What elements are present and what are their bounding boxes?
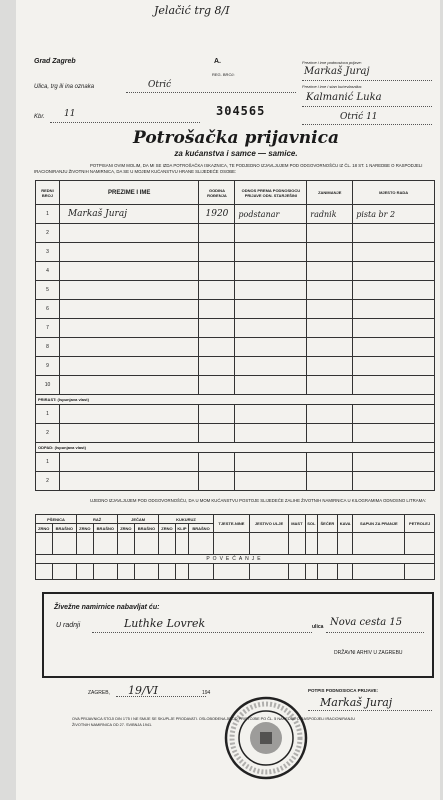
number-stamp: 304565 xyxy=(216,104,266,118)
row-number: 6 xyxy=(36,300,60,319)
povecanje-label: POVEĆANJE xyxy=(36,555,435,564)
reg-label: REG. BROJ: xyxy=(212,72,235,77)
col-header: MJESTO RADA xyxy=(353,181,435,205)
top-note: Jelačić trg 8/I xyxy=(154,4,230,17)
form-title: Potrošačka prijavnica xyxy=(133,128,339,148)
shop-value: Luthke Lovrek xyxy=(124,617,206,630)
supplier-box xyxy=(42,592,434,678)
stock-group: PETROLEJ xyxy=(405,515,435,533)
table-row: 2 xyxy=(36,424,435,443)
table-row xyxy=(36,319,435,338)
occupation: radnik xyxy=(307,205,353,224)
col-header: PREZIME I IME xyxy=(59,181,199,205)
table-row xyxy=(36,262,435,281)
shop-street-value: Nova cesta 15 xyxy=(330,617,403,628)
street-value: Otrić xyxy=(148,80,172,90)
table-header-row xyxy=(36,181,435,205)
stock-group: KUKURUZ xyxy=(159,515,214,524)
table-row xyxy=(36,357,435,376)
row-number: 10 xyxy=(36,376,60,395)
table-row xyxy=(36,300,435,319)
prirast-header-row xyxy=(36,395,435,405)
col-header: ZANIMANJE xyxy=(307,181,353,205)
stock-group: MAST xyxy=(289,515,306,533)
stock-values-row xyxy=(36,533,435,555)
kbr-value: 11 xyxy=(64,109,76,119)
person-name: Markaš Juraj xyxy=(59,205,199,224)
stock-group: PŠENICA xyxy=(36,515,77,524)
declaration-text: UJEDNO IZJAVLJUJEM POD ODGOVORNOŠĆU, DA U MOM KUĆANSTVU POSTOJE SLIJEDEĆE ZALIHE ŽIVOTNIH NAMIRNICA U KILOGRAMIMA ODNOSNO LITRAMA: xyxy=(90,498,427,503)
official-seal-icon xyxy=(222,694,310,782)
workplace: pista br 2 xyxy=(353,205,435,224)
col-header: GODINA ROĐENJA xyxy=(199,181,235,205)
table-row xyxy=(36,338,435,357)
intro-text: POTPISANI OVIM MOLIM, DA MI SE IZDA POTROŠAČKA ISKAZNICA, TE PODJEDNO IZJAVLJUJEM POD ODGOVORNOŠĆU IZ ČL. 18 ST. 1 NAREDBE O RASPODJELI IRACIONIRANJU ŽIVOTNIH NAMIRNICA, DA SE U MOJEM KUĆANSTVU HRANE SLIJEDEĆE OSOBE: xyxy=(34,163,423,174)
relation: podstanar xyxy=(235,205,307,224)
stock-sub: KLIP xyxy=(175,524,189,533)
stock-sub: ZRNO xyxy=(77,524,94,533)
owner-value-address: Otrić 11 xyxy=(340,112,378,122)
row-number: 2 xyxy=(36,224,60,243)
odpad-label: ODPAD: (Ispunjava vlast) xyxy=(36,443,435,453)
supplier-intro: Živežne namirnice nabavljat ću: xyxy=(54,604,160,611)
footer-place: ZAGREB, xyxy=(88,690,110,696)
footer-date: 19/VI xyxy=(128,684,158,697)
footer-note: OVA PRIJAVNICA STOJI DIN 1'75 I NE SMIJE SE SKUPLJE PRODAVATI. OSLOBOĐENA JE OD PRISTOJBE PO ČL. 5 NAREDBE O RASPODJELI IRACIONIRANJU ŽIVOTNIH NAMIRNICA OD 27. SVIBNJA 1941. xyxy=(72,717,355,727)
stock-sub: BRAŠNO xyxy=(93,524,118,533)
archive-stamp: DRŽAVNI ARHIV U ZAGREBU xyxy=(334,650,403,656)
odpad-header-row xyxy=(36,443,435,453)
form-subtitle: za kućanstva i samce — samice. xyxy=(174,149,298,158)
applicant-value: Markaš Juraj xyxy=(304,66,370,77)
table-row: 2 xyxy=(36,472,435,491)
stock-group: JESTIVO ULJE xyxy=(249,515,288,533)
birth-year: 1920 xyxy=(199,205,235,224)
table-row xyxy=(36,376,435,395)
stock-group: JEČAM xyxy=(118,515,159,524)
table-row: 1 xyxy=(36,453,435,472)
row-number: 8 xyxy=(36,338,60,357)
stock-group: KAVA xyxy=(337,515,353,533)
owner-value-name: Kalmanić Luka xyxy=(306,92,382,103)
shop-street-label: ulica xyxy=(312,624,324,630)
table-row xyxy=(36,205,435,224)
street-label: Ulica, trg ili ina oznaka xyxy=(34,84,95,90)
signature-label: POTPIS PODNOSIOCA PRIJAVE: xyxy=(308,688,379,693)
form-page xyxy=(16,0,440,800)
city-label: Grad Zagreb xyxy=(34,58,76,65)
stock-sub: BRAŠNO xyxy=(52,524,77,533)
row-number: 7 xyxy=(36,319,60,338)
row-number: 3 xyxy=(36,243,60,262)
stock-group: TJESTE-NINE xyxy=(213,515,249,533)
table-row xyxy=(36,243,435,262)
signature-value: Markaš Juraj xyxy=(320,696,393,709)
table-row xyxy=(36,224,435,243)
stock-sub: ZRNO xyxy=(36,524,53,533)
form-letter: A. xyxy=(214,58,221,65)
stock-sub: ZRNO xyxy=(159,524,176,533)
stock-table xyxy=(35,514,435,580)
applicant-label: Prezime i ime podnosioca prijave: xyxy=(302,60,362,65)
stock-group: SOL xyxy=(305,515,317,533)
stock-group: RAŽ xyxy=(77,515,118,524)
stock-group: SAPUN ZA PRANJE xyxy=(353,515,405,533)
row-number: 1 xyxy=(36,205,60,224)
stock-increase-row xyxy=(36,564,435,580)
row-number: 4 xyxy=(36,262,60,281)
col-header: REDNI BROJ xyxy=(36,181,60,205)
stock-group: ŠEĆER xyxy=(317,515,337,533)
stock-sub: ZRNO xyxy=(118,524,135,533)
prirast-label: PRIRAST: (Ispunjava vlast) xyxy=(36,395,435,405)
table-row xyxy=(36,281,435,300)
table-row: 1 xyxy=(36,405,435,424)
shop-label: U radnji xyxy=(56,622,81,629)
footer-year: 194 xyxy=(202,690,211,696)
owner-label: Prezime i ime i stan kućevlasnika: xyxy=(302,84,363,89)
persons-table xyxy=(35,180,435,491)
row-number: 9 xyxy=(36,357,60,376)
col-header: ODNOS PREMA PODNOSIOCU PRIJAVE ODN. STARJEŠINI xyxy=(235,181,307,205)
stock-sub: BRAŠNO xyxy=(189,524,214,533)
kbr-label: Kbr. xyxy=(34,114,45,120)
row-number: 5 xyxy=(36,281,60,300)
stock-sub: BRAŠNO xyxy=(134,524,159,533)
